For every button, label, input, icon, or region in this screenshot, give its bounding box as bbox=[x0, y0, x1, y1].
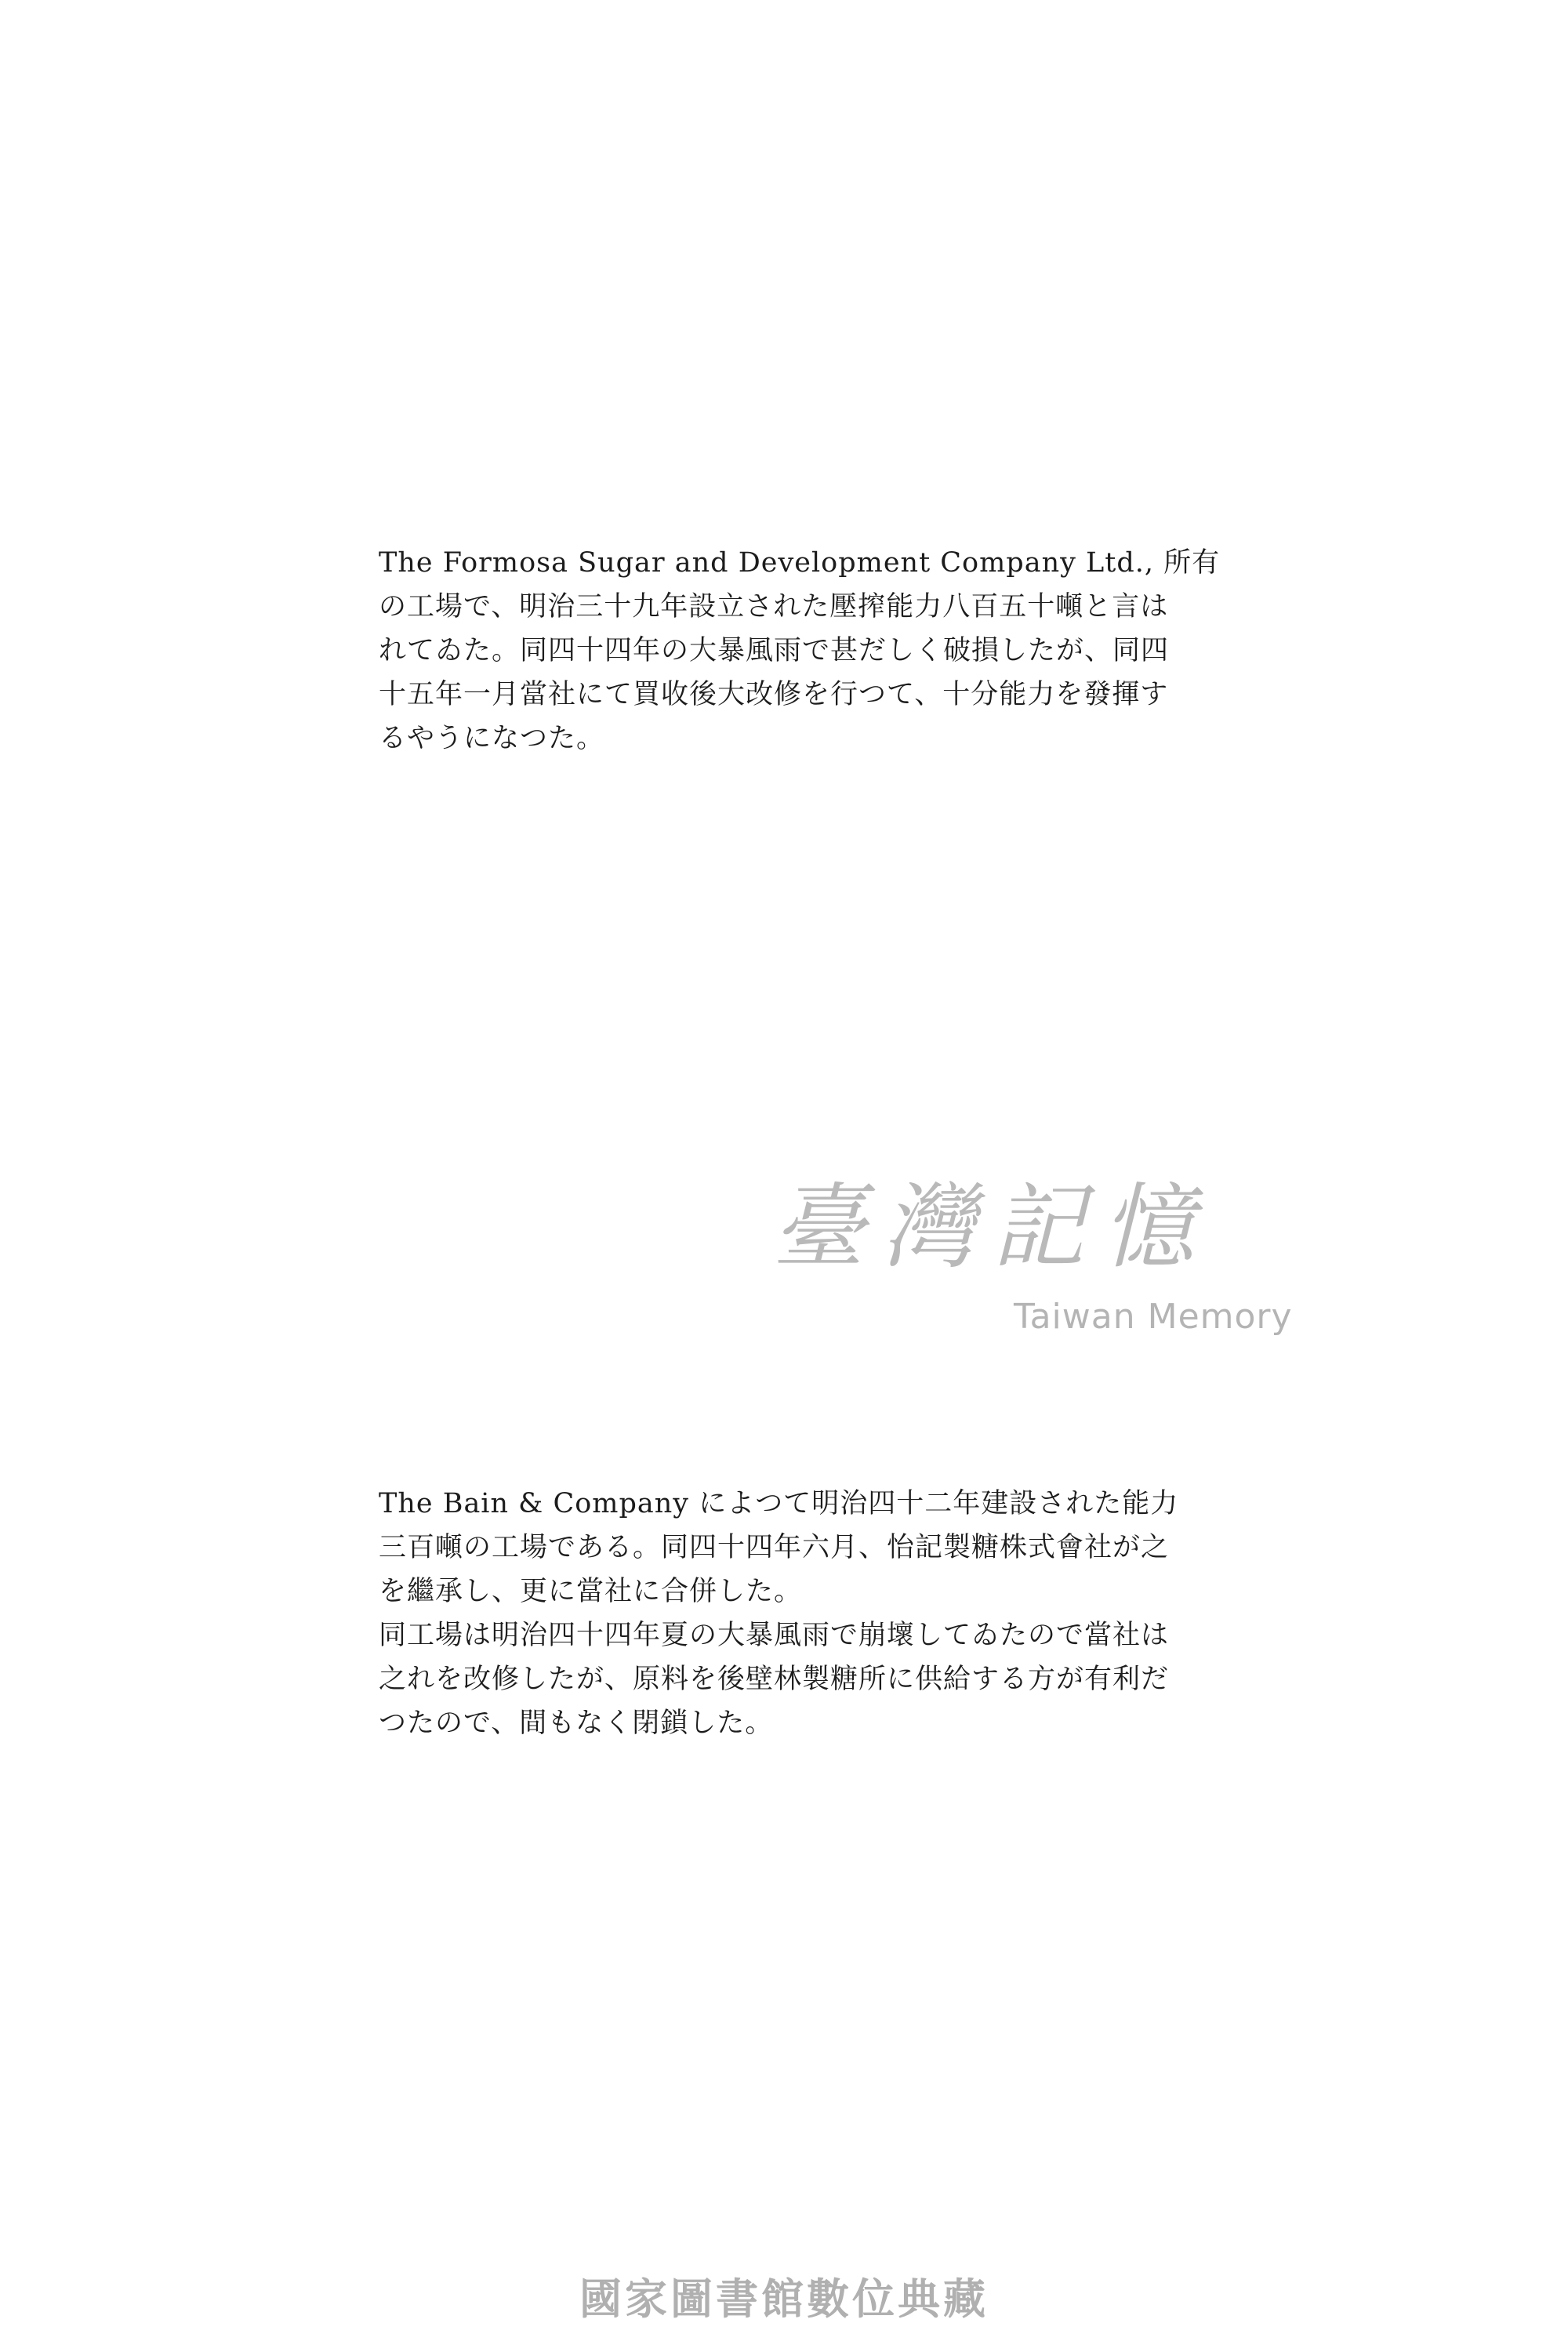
watermark-subtitle: Taiwan Memory bbox=[1014, 1297, 1293, 1337]
watermark-calligraphy: 臺灣記憶 bbox=[772, 1173, 1212, 1281]
text-line: The Bain & Company によつて明治四十二年建設された能力 bbox=[379, 1488, 1179, 1519]
text-line: れてゐた。同四十四年の大暴風雨で甚だしく破損したが、同四 bbox=[379, 635, 1170, 666]
text-line: の工場で、明治三十九年設立された壓搾能力八百五十噸と言は bbox=[379, 591, 1169, 622]
text-line: The Formosa Sugar and Development Company Ltd., 所有 bbox=[379, 547, 1221, 579]
text-line: 三百噸の工場である。同四十四年六月、怡記製糖株式會社が之 bbox=[379, 1532, 1170, 1563]
footer-attribution: 國家圖書館數位典藏 bbox=[579, 2274, 989, 2324]
taiwan-memory-watermark bbox=[772, 1168, 1293, 1364]
text-line: 之れを改修したが、原料を後壁林製糖所に供給する方が有利だ bbox=[379, 1664, 1170, 1695]
text-line: るやうになつた。 bbox=[379, 723, 605, 754]
paragraph-bain-company bbox=[379, 1482, 1179, 1745]
paragraph-formosa-sugar bbox=[379, 541, 1221, 760]
text-line: つたので、間もなく閉鎖した。 bbox=[379, 1708, 774, 1739]
text-line: 十五年一月當社にて買收後大改修を行つて、十分能力を發揮す bbox=[379, 679, 1169, 710]
text-line: 同工場は明治四十四年夏の大暴風雨で崩壞してゐたので當社は bbox=[379, 1620, 1170, 1651]
text-line: を繼承し、更に當社に合併した。 bbox=[379, 1576, 803, 1607]
